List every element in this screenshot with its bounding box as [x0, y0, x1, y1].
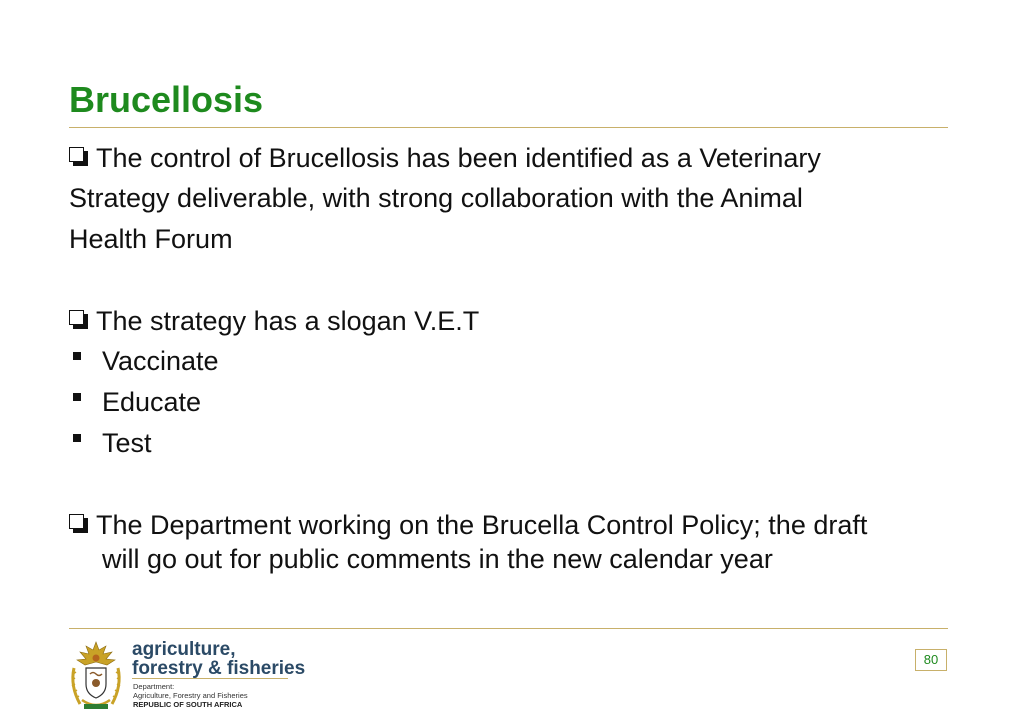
org-name-line-1: agriculture, [132, 639, 236, 660]
org-name-line-2: forestry & fisheries [132, 658, 306, 679]
title-divider [69, 127, 948, 128]
department-label: Department: [133, 682, 175, 691]
paragraph-1-line-2: Strategy deliverable, with strong collaboration with the Animal [69, 183, 803, 213]
department-name: Agriculture, Forestry and Fisheries [133, 691, 248, 700]
slide-title: Brucellosis [69, 79, 264, 120]
bullet-educate: Educate [102, 387, 202, 417]
paragraph-2-line-1: The strategy has a slogan V.E.T [69, 301, 479, 341]
square-bullet-icon [73, 352, 81, 360]
bullet-vaccinate: Vaccinate [102, 346, 219, 376]
country-name: REPUBLIC OF SOUTH AFRICA [133, 700, 243, 709]
paragraph-3-line-1: The Department working on the Brucella Control Policy; the draft [69, 505, 867, 545]
checkbox-bullet-icon [69, 514, 90, 535]
checkbox-bullet-icon [69, 147, 90, 168]
paragraph-1-line-1: The control of Brucellosis has been identified as a Veterinary [69, 138, 821, 178]
coat-of-arms-icon [68, 638, 124, 712]
page-number: 80 [915, 649, 947, 671]
logo-divider [132, 678, 288, 679]
paragraph-1-line-3: Health Forum [69, 224, 233, 254]
footer-divider [69, 628, 948, 629]
square-bullet-icon [73, 393, 81, 401]
bullet-test: Test [102, 428, 152, 458]
department-logo [68, 638, 306, 714]
paragraph-3-line-2: will go out for public comments in the new calendar year [102, 544, 773, 574]
checkbox-bullet-icon [69, 310, 90, 331]
square-bullet-icon [73, 434, 81, 442]
